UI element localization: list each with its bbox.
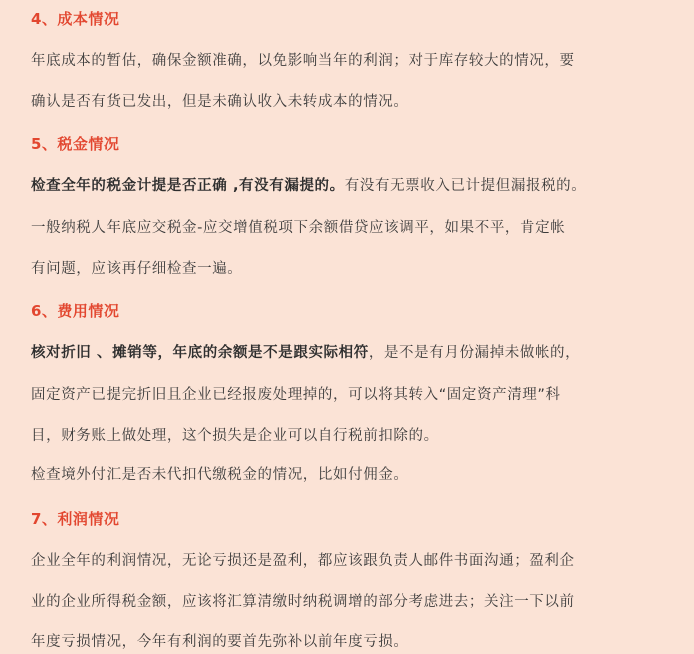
section-4-heading: 4、成本情况 — [31, 10, 120, 28]
section-4-line-1: 年底成本的暂估，确保金额准确，以免影响当年的利润；对于库存较大的情况，要 — [31, 53, 575, 69]
section-5-line-1-bold: 检查全年的税金计提是否正确 ,有没有漏提的。 — [31, 178, 345, 194]
section-5-line-2: 一般纳税人年底应交税金-应交增值税项下余额借贷应该调平，如果不平，肯定帐 — [31, 220, 566, 236]
section-6-line-1 — [31, 342, 678, 364]
section-5-line-3: 有问题，应该再仔细检查一遍。 — [31, 261, 243, 277]
section-6-line-1-rest: ，是不是有月份漏掉未做帐的， — [368, 345, 581, 361]
section-7-line-3: 年度亏损情况，今年有利润的要首先弥补以前年度亏损。 — [31, 634, 409, 650]
section-6-line-1-bold: 核对折旧 、摊销等，年底的余额是不是跟实际相符 — [31, 345, 369, 361]
section-4-line-2: 确认是否有货已发出，但是未确认收入未转成本的情况。 — [31, 94, 409, 110]
section-6-line-4: 检查境外付汇是否未代扣代缴税金的情况，比如付佣金。 — [31, 467, 409, 483]
section-6-line-3: 目，财务账上做处理，这个损失是企业可以自行税前扣除的。 — [31, 428, 439, 444]
section-6-line-2: 固定资产已提完折旧且企业已经报废处理掉的，可以将其转入“固定资产清理”科 — [31, 387, 561, 403]
section-5-line-1 — [31, 175, 678, 197]
section-6-heading: 6、费用情况 — [31, 302, 120, 320]
section-5-line-1-rest: 有没有无票收入已计提但漏报税的。 — [344, 178, 587, 194]
section-7-heading: 7、利润情况 — [31, 510, 120, 528]
section-5-heading: 5、税金情况 — [31, 135, 120, 153]
section-7-line-1: 企业全年的利润情况，无论亏损还是盈利，都应该跟负责人邮件书面沟通；盈利企 — [31, 553, 575, 569]
section-7-line-2: 业的企业所得税金额，应该将汇算清缴时纳税调增的部分考虑进去；关注一下以前 — [31, 594, 575, 610]
